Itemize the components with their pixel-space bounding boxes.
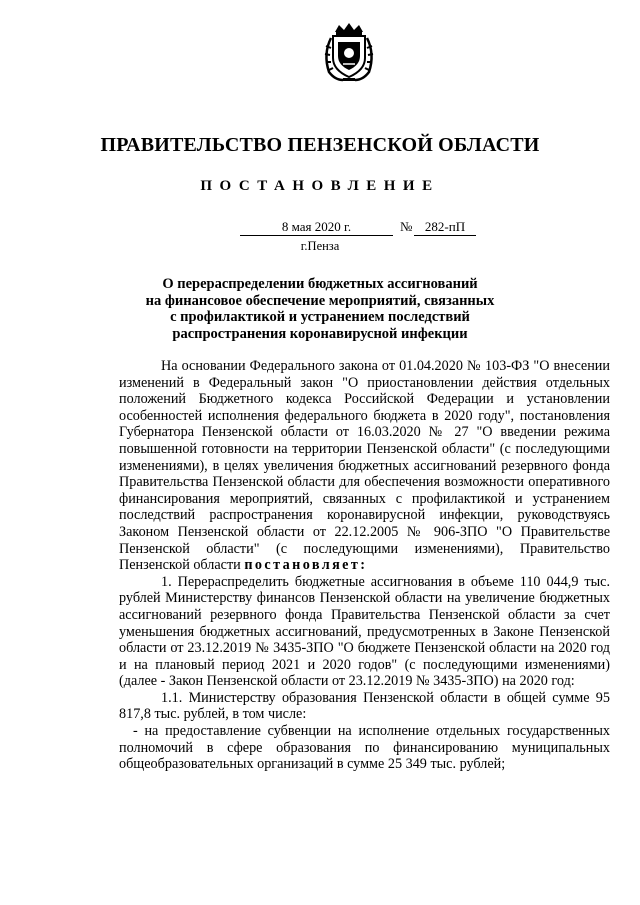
resolves-word: постановляет: — [244, 557, 368, 574]
date-number-line — [240, 218, 540, 236]
number-sign: № — [400, 219, 413, 234]
item-1-paragraph: 1. Перераспределить бюджетные ассигнования в объеме 110 044,9 тыс. рублей Министерству финансов Пензенской области на увеличение бюджетных ассигнований резервного фонда Правительства Пензенской области за счет уменьшения бюджетных ассигнований, предусмотренных в Законе Пензенской области от 23.12.2019 № 3435-ЗПО "О бюджете Пензенской области на 2020 год и на плановый период 2021 и 2020 годов" (с последующими изменениями) (далее - Закон Пензенской области от 23.12.2019 № 3435-ЗПО) на 2020 год: — [119, 573, 610, 690]
title-line: на финансовое обеспечение мероприятий, связанных — [145, 292, 495, 309]
document-type: ПОСТАНОВЛЕНИЕ — [200, 178, 440, 194]
item-1-1-paragraph: 1.1. Министерству образования Пензенской области в общей сумме 95 817,8 тыс. рублей, в том числе: — [119, 689, 610, 723]
title-line: распространения коронавирусной инфекции — [172, 325, 468, 342]
title-line: с профилактикой и устранением последствий — [170, 309, 470, 325]
coat-of-arms-icon — [321, 22, 377, 84]
city: г.Пенза — [300, 239, 340, 253]
organization-name: ПРАВИТЕЛЬСТВО ПЕНЗЕНСКОЙ ОБЛАСТИ — [100, 134, 540, 156]
preamble-paragraph — [119, 358, 610, 574]
title-line: О перераспределении бюджетных ассигнований — [162, 276, 478, 292]
document-title — [140, 276, 500, 342]
document-date: 8 мая 2020 г. — [240, 218, 393, 236]
document-number: 282-пП — [414, 218, 476, 236]
preamble-text: На основании Федерального закона от 01.04.2020 № 103-ФЗ "О внесении изменений в Федеральный закон "О приостановлении действия отдельных положений Бюджетного кодекса Российской Федерации и установлении особенностей исполнения федерального бюджета в 2020 году", постановления Губернатора Пензенской области от 16.03.2020 № 27 "О введении режима повышенной готовности на территории Пензенской области" (с последующими изменениями), в целях увеличения бюджетных ассигнований резервного фонда Правительства Пензенской области для обеспечения возможности оперативного финансирования мероприятий, связанных с профилактикой и устранением последствий распространения коронавирусной инфекции, руководствуясь Законом Пензенской области от 22.12.2005 № 906-ЗПО "О Правительстве Пензенской области" (с последующими изменениями), Правительство Пензенской области — [119, 358, 610, 574]
item-1-1-subparagraph: - на предоставление субвенции на исполнение отдельных государственных полномочий в сфере образования по финансированию муниципальных общеобразовательных организаций в сумме 25 349 тыс. рублей; — [119, 723, 610, 773]
document-body — [119, 358, 610, 773]
